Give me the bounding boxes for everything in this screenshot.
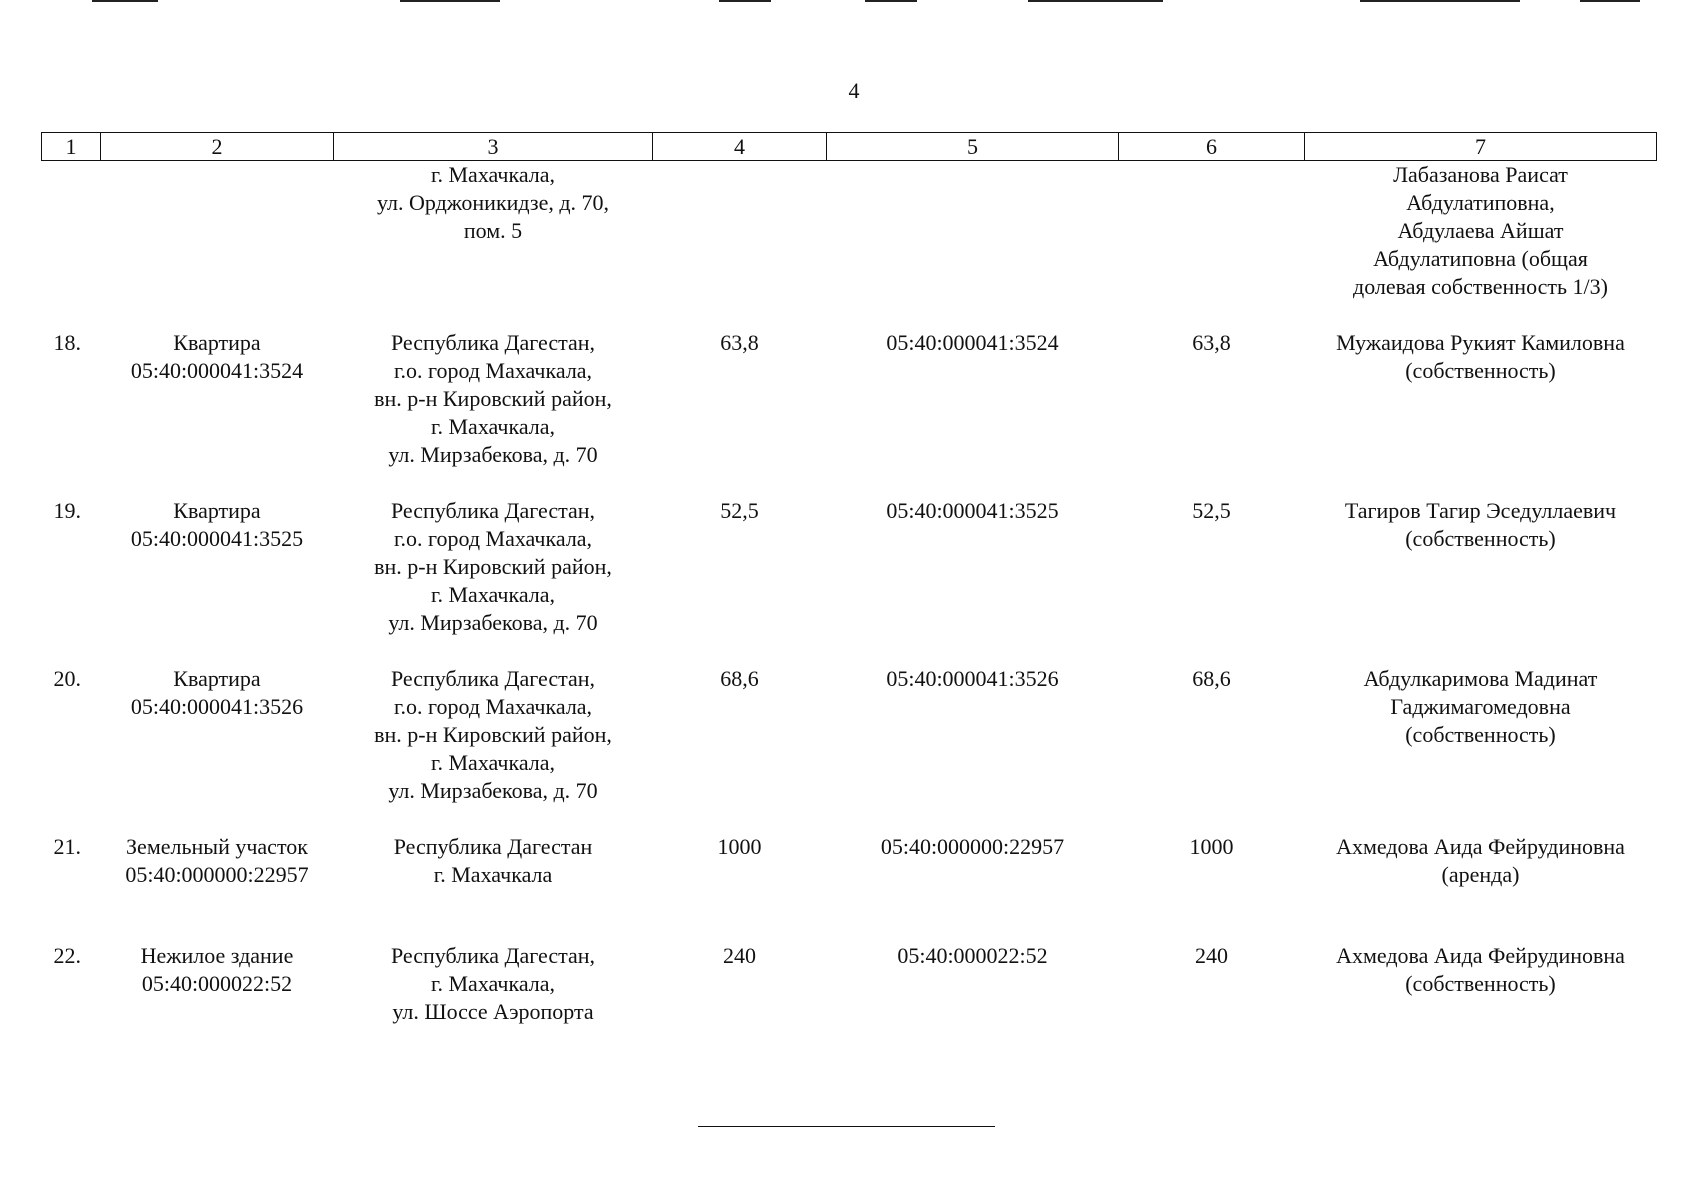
- owner-cell: Лабазанова Раисат Абдулатиповна, Абдулаева Айшат Абдулатиповна (общая долевая собственность 1/3): [1353, 162, 1608, 299]
- scan-artifact-line: [1028, 0, 1163, 2]
- cadastral-cell: 05:40:000041:3526: [886, 665, 1059, 691]
- owner-cell: Тагиров Тагир Эседуллаевич (собственность): [1344, 497, 1617, 551]
- area-cell-2: 240: [1195, 942, 1228, 968]
- row-number: 21.: [53, 833, 81, 859]
- table-row: [42, 329, 1657, 497]
- scan-artifact-line: [865, 0, 917, 2]
- area-cell-2: 68,6: [1192, 665, 1231, 691]
- row-number: [42, 161, 101, 329]
- area-cell-2: 63,8: [1192, 329, 1231, 355]
- address-cell: Республика Дагестан, г.о. город Махачкала, вн. р-н Кировский район, г. Махачкала, ул. Мирзабекова, д. 70: [374, 665, 612, 803]
- table-row: [42, 942, 1657, 1042]
- cadastral-cell: 05:40:000041:3525: [886, 497, 1059, 523]
- area-cell: [653, 161, 827, 329]
- scan-artifact-line: [1360, 0, 1520, 2]
- cadastral-cell: 05:40:000022:52: [897, 942, 1048, 968]
- row-number: 20.: [53, 665, 81, 691]
- scan-artifact-line: [92, 0, 158, 2]
- area-cell-2: [1119, 161, 1305, 329]
- table-row: [42, 161, 1657, 329]
- address-cell: Республика Дагестан, г. Махачкала, ул. Шоссе Аэропорта: [390, 942, 596, 1024]
- object-cell: Квартира 05:40:000041:3525: [130, 497, 304, 551]
- table-body: [42, 161, 1657, 1042]
- scan-artifact-line: [719, 0, 771, 2]
- area-cell: 52,5: [720, 497, 759, 523]
- object-cell: Квартира 05:40:000041:3526: [130, 665, 304, 719]
- property-table: [41, 132, 1657, 1042]
- address-cell: г. Махачкала, ул. Орджоникидзе, д. 70, пом. 5: [376, 162, 610, 243]
- page-number: 4: [848, 78, 860, 103]
- column-header: 7: [1305, 133, 1657, 161]
- cadastral-cell: 05:40:000000:22957: [880, 833, 1065, 859]
- area-cell: 240: [723, 942, 756, 968]
- area-cell: 68,6: [720, 665, 759, 691]
- owner-cell: Ахмедова Аида Фейрудиновна (собственность): [1336, 942, 1625, 996]
- owner-cell: Мужаидова Рукият Камиловна (собственность): [1336, 329, 1625, 383]
- scan-artifact-line: [1580, 0, 1640, 2]
- area-cell-2: 1000: [1189, 833, 1234, 859]
- column-header: 2: [101, 133, 334, 161]
- area-cell: 63,8: [720, 329, 759, 355]
- row-number: 22.: [53, 942, 81, 968]
- header-row: [42, 133, 1657, 161]
- column-header: 1: [42, 133, 101, 161]
- column-header: 4: [653, 133, 827, 161]
- column-header: 6: [1119, 133, 1305, 161]
- column-header: 3: [334, 133, 653, 161]
- cadastral-cell: 05:40:000041:3524: [886, 329, 1059, 355]
- area-cell-2: 52,5: [1192, 497, 1231, 523]
- area-cell: 1000: [717, 833, 762, 859]
- address-cell: Республика Дагестан, г.о. город Махачкала, вн. р-н Кировский район, г. Махачкала, ул. Мирзабекова, д. 70: [374, 497, 612, 635]
- address-cell: Республика Дагестан г. Махачкала: [393, 833, 593, 887]
- table-row: [42, 497, 1657, 665]
- object-cell: [101, 161, 334, 329]
- object-cell: Земельный участок 05:40:000000:22957: [125, 833, 309, 887]
- table-row: [42, 665, 1657, 833]
- object-cell: Квартира 05:40:000041:3524: [130, 329, 304, 383]
- footer-rule: [698, 1126, 995, 1127]
- row-number: 18.: [53, 329, 81, 355]
- table-header: [42, 133, 1657, 161]
- row-number: 19.: [53, 497, 81, 523]
- object-cell: Нежилое здание 05:40:000022:52: [140, 942, 294, 996]
- owner-cell: Ахмедова Аида Фейрудиновна (аренда): [1336, 833, 1625, 887]
- column-header: 5: [827, 133, 1119, 161]
- table-row: [42, 833, 1657, 942]
- owner-cell: Абдулкаримова Мадинат Гаджимагомедовна (собственность): [1363, 665, 1598, 747]
- scan-artifact-line: [400, 0, 500, 2]
- address-cell: Республика Дагестан, г.о. город Махачкала, вн. р-н Кировский район, г. Махачкала, ул. Мирзабекова, д. 70: [374, 329, 612, 467]
- cadastral-cell: [827, 161, 1119, 329]
